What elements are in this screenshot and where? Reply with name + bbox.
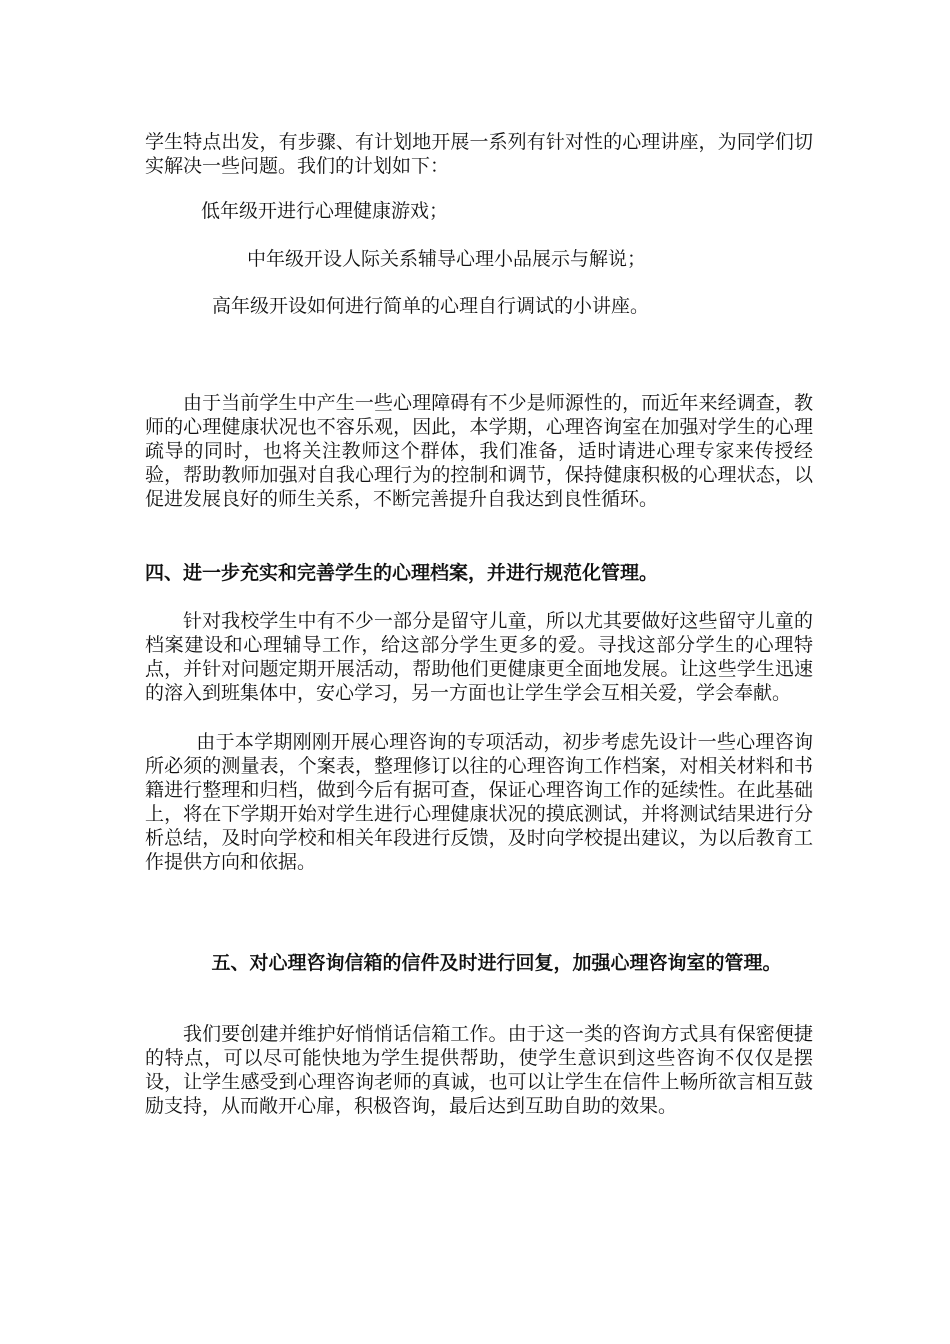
plan-item-low-grade: 低年级开进行心理健康游戏； [201, 200, 449, 222]
teacher-care-paragraph: 由于当前学生中产生一些心理障碍有不少是师源性的，而近年来经调查，教师的心理健康状况也不容乐观，因此，本学期，心理咨询室在加强对学生的心理疏导的同时，也将关注教师这个群体，我们准备，适时请进心理专家来传授经验，帮助教师加强对自我心理行为的控制和调节，保持健康积极的心理状态，以促进发展良好的师生关系，不断完善提升自我达到良性循环。 [145, 392, 813, 510]
plan-item-mid-grade: 中年级开设人际关系辅导心理小品展示与解说； [247, 248, 647, 270]
section-heading-4: 四、进一步充实和完善学生的心理档案，并进行规范化管理。 [145, 562, 659, 584]
mailbox-paragraph: 我们要创建并维护好悄悄话信箱工作。由于这一类的咨询方式具有保密便捷的特点，可以尽可能快地为学生提供帮助，使学生意识到这些咨询不仅仅是摆设，让学生感受到心理咨询老师的真诚，也可以让学生在信件上畅所欲言相互鼓励支持，从而敞开心扉，积极咨询，最后达到互助自助的效果。 [145, 1023, 813, 1117]
section-heading-5: 五、对心理咨询信箱的信件及时进行回复，加强心理咨询室的管理。 [211, 952, 782, 974]
records-paragraph: 由于本学期刚刚开展心理咨询的专项活动，初步考虑先设计一些心理咨询所必须的测量表，个案表，整理修订以往的心理咨询工作档案，对相关材料和书籍进行整理和归档，做到今后有据可查，保证心理咨询工作的延续性。在此基础上，将在下学期开始对学生进行心理健康状况的摸底测试，并将测试结果进行分析总结，及时向学校和相关年段进行反馈，及时向学校提出建议，为以后教育工作提供方向和依据。 [145, 731, 813, 873]
left-behind-children-paragraph: 针对我校学生中有不少一部分是留守儿童，所以尤其要做好这些留守儿童的档案建设和心理辅导工作，给这部分学生更多的爱。寻找这部分学生的心理特点，并针对问题定期开展活动，帮助他们更健康更全面地发展。让这些学生迅速的溶入到班集体中，安心学习，另一方面也让学生学会互相关爱，学会奉献。 [145, 610, 813, 704]
intro-paragraph: 学生特点出发，有步骤、有计划地开展一系列有针对性的心理讲座，为同学们切实解决一些问题。我们的计划如下： [145, 131, 813, 177]
plan-item-high-grade: 高年级开设如何进行简单的心理自行调试的小讲座。 [212, 295, 650, 317]
